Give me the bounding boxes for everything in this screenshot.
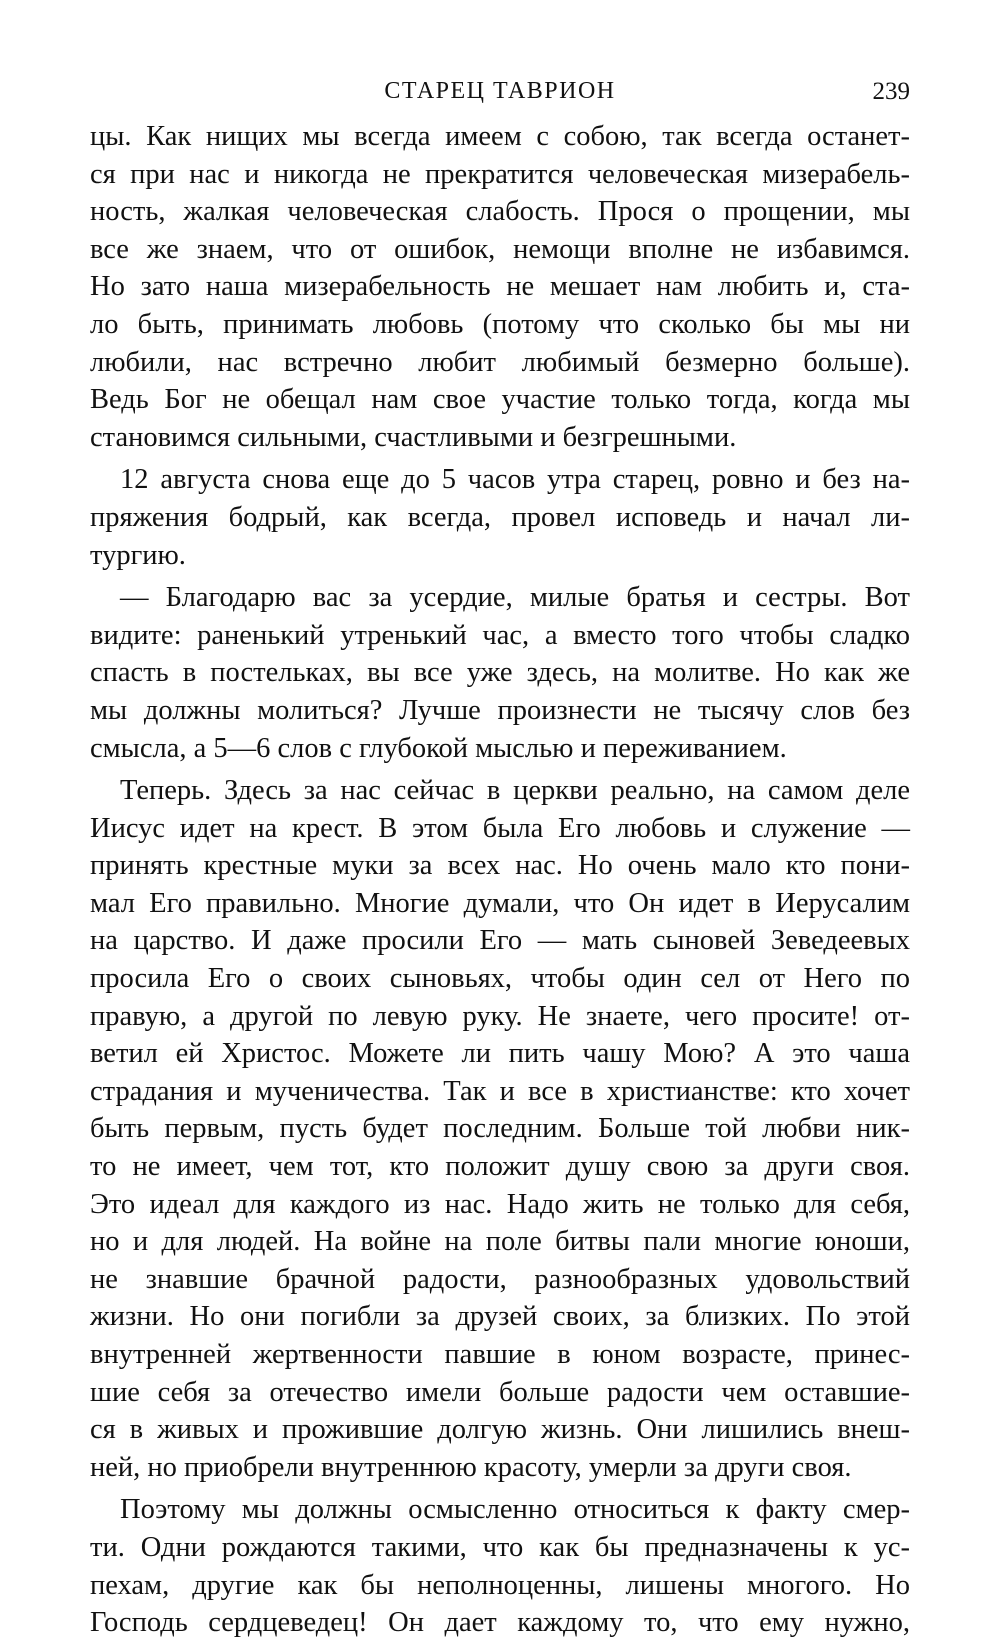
text-line: видите: раненький утренький час, а вместо того чтобы сладко [90, 619, 910, 651]
running-head [90, 72, 910, 108]
text-line: Поэтому мы должны осмысленно относиться к факту смер- [120, 1494, 910, 1526]
text-line: — Благодарю вас за усердие, милые братья и сестры. Вот [120, 582, 910, 614]
text-line: шие себя за отечество имели больше радости чем оставшие- [90, 1376, 910, 1408]
text-line: просила Его о своих сыновьях, чтобы один сел от Него по [90, 963, 910, 995]
text-line: ти. Одни рождаются такими, что как бы предназначены к ус- [90, 1531, 910, 1563]
book-page [90, 72, 910, 1642]
paragraph [90, 461, 910, 574]
text-line: Ведь Бог не обещал нам свое участие только тогда, когда мы [90, 384, 910, 416]
text-line: 12 августа снова еще до 5 часов утра старец, ровно и без на- [120, 464, 910, 496]
text-line: Иисус идет на крест. В этом была Его любовь и служение — [90, 812, 910, 844]
text-line: пехам, другие как бы неполноценны, лишены многого. Но [90, 1569, 910, 1601]
text-line: ся в живых и прожившие долгую жизнь. Они лишились внеш- [90, 1414, 910, 1446]
text-line: смысла, а 5—6 слов с глубокой мыслью и переживанием. [90, 732, 787, 764]
text-line: внутренней жертвенности павшие в юном возрасте, принес- [90, 1339, 910, 1370]
text-line: ся при нас и никогда не прекратится человеческая мизерабель- [90, 158, 910, 190]
text-line: ней, но приобрели внутреннюю красоту, умерли за други своя. [90, 1451, 852, 1483]
paragraph [90, 1491, 910, 1641]
text-line: Но зато наша мизерабельность не мешает нам любить и, ста- [90, 271, 910, 303]
text-line: ветил ей Христос. Можете ли пить чашу Мою? А это чаша [90, 1038, 910, 1070]
text-line: принять крестные муки за всех нас. Но очень мало кто пони- [90, 850, 910, 882]
text-line: правую, а другой по левую руку. Не знаете, чего просите! от- [90, 1000, 910, 1032]
text-line: то не имеет, чем тот, кто положит душу свою за други своя. [90, 1151, 910, 1183]
text-line: спасть в постельках, вы все уже здесь, на молитве. Но как же [90, 657, 910, 689]
text-line: на царство. И даже просили Его — мать сыновей Зеведеевых [90, 925, 910, 957]
text-line: становимся сильными, счастливыми и безгрешными. [90, 421, 737, 453]
running-title: СТАРЕЦ ТАВРИОН [384, 78, 616, 104]
text-line: любили, нас встречно любит любимый безмерно больше). [90, 346, 910, 378]
text-line: ность, жалкая человеческая слабость. Прося о прощении, мы [90, 196, 910, 228]
text-line: Господь сердцеведец! Он дает каждому то, что ему нужно, [90, 1607, 910, 1639]
text-line: страдания и мученичества. Так и все в христианстве: кто хочет [90, 1075, 910, 1107]
paragraph [90, 118, 910, 456]
text-line: но и для людей. На войне на поле битвы пали многие юноши, [90, 1226, 910, 1258]
text-line: быть первым, пусть будет последним. Больше той любви ник- [90, 1113, 910, 1145]
paragraph [90, 579, 910, 767]
text-line: цы. Как нищих мы всегда имеем с собою, так всегда останет- [90, 121, 910, 152]
text-line: все же знаем, что от ошибок, немощи вполне не избавимся. [90, 233, 910, 265]
page-number: 239 [872, 78, 910, 105]
text-line: ло быть, принимать любовь (потому что сколько бы мы ни [90, 308, 910, 340]
text-line: жизни. Но они погибли за друзей своих, за близких. По этой [90, 1301, 910, 1333]
text-line: мы должны молиться? Лучше произнести не тысячу слов без [90, 694, 910, 726]
text-line: тургию. [90, 539, 186, 571]
body-text [90, 118, 910, 1642]
text-line: Теперь. Здесь за нас сейчас в церкви реально, на самом деле [120, 775, 910, 807]
paragraph [90, 772, 910, 1486]
text-line: Это идеал для каждого из нас. Надо жить не только для себя, [90, 1188, 910, 1220]
text-line: пряжения бодрый, как всегда, провел исповедь и начал ли- [90, 501, 910, 533]
text-line: не знавшие брачной радости, разнообразных удовольствий [90, 1263, 910, 1295]
text-line: мал Его правильно. Многие думали, что Он идет в Иерусалим [90, 887, 910, 919]
